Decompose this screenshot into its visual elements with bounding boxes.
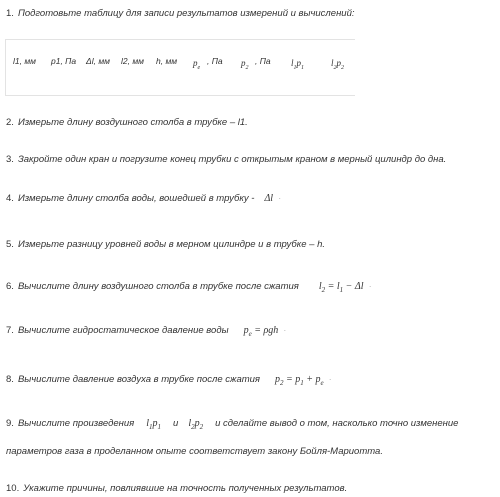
step-9: [6, 418, 458, 433]
measurements-table: [5, 39, 355, 96]
step-number: 2.: [6, 117, 14, 128]
step-number: 10.: [6, 483, 20, 494]
step-text: Вычислите произведения: [17, 418, 135, 429]
formula-l2p2: $l_2p_2$: [188, 418, 204, 431]
header-pe-unit: , Па: [207, 56, 223, 66]
step-number: 7.: [6, 325, 14, 336]
step-text: Измерьте разницу уровней воды в мерном цилиндре и в трубке – h.: [17, 239, 326, 250]
cursor-mark: ·: [278, 193, 282, 204]
step-text: Укажите причины, повлиявшие на точность полученных результатов.: [23, 483, 348, 494]
header-l1: l1, мм: [13, 56, 36, 66]
header-dl: Δl, мм: [86, 56, 110, 66]
step-number: 6.: [6, 281, 14, 292]
step-text: Вычислите гидростатическое давление воды: [17, 325, 229, 336]
header-p2-unit: , Па: [255, 56, 271, 66]
header-p2: $p_2$: [241, 58, 249, 71]
step-10: [6, 483, 347, 495]
step-3: [6, 154, 446, 166]
step-1: [6, 8, 355, 20]
formula-pe: $p_e = \rho gh$: [243, 325, 279, 338]
step-8: [6, 374, 332, 389]
step-text: параметров газа в проделанном опыте соответствует закону Бойля-Мариотта.: [6, 446, 383, 457]
step-number: 1.: [6, 8, 14, 19]
header-l2p2: $l_2p_2$: [331, 58, 345, 71]
header-h: h, мм: [156, 56, 178, 66]
formula-delta-l: Δl: [264, 193, 274, 204]
cursor-mark: ·: [368, 281, 372, 292]
formula-p2: $p_2 = p_1 + p_e$: [275, 374, 324, 387]
header-pe: $p_e$: [193, 58, 201, 71]
step-text: и сделайте вывод о том, насколько точно изменение: [215, 418, 459, 429]
step-text: Подготовьте таблицу для записи результатов измерений и вычислений:: [17, 8, 355, 19]
step-text: Вычислите длину воздушного столба в трубке после сжатия: [17, 281, 299, 292]
step-6: [6, 281, 372, 296]
cursor-mark: ·: [283, 325, 287, 336]
step-text: Измерьте длину воздушного столба в трубке – l1.: [17, 117, 248, 128]
formula-l1p1: $l_1p_1$: [146, 418, 162, 431]
step-number: 5.: [6, 239, 14, 250]
step-5: [6, 239, 325, 251]
cursor-mark: ·: [328, 374, 332, 385]
step-4: [6, 193, 281, 205]
header-l1p1: $l_1p_1$: [291, 58, 305, 71]
formula-l2: $l_2 = l_1 - \Delta l$: [318, 281, 364, 294]
step-text: Закройте один кран и погрузите конец трубки с открытым краном в мерный цилиндр до дна.: [17, 154, 447, 165]
step-number: 3.: [6, 154, 14, 165]
step-text: Измерьте длину столба воды, вошедшей в трубку -: [17, 193, 255, 204]
header-l2: l2, мм: [121, 56, 144, 66]
step-7: [6, 325, 286, 340]
step-text-and: и: [173, 418, 179, 429]
step-number: 4.: [6, 193, 14, 204]
step-number: 8.: [6, 374, 14, 385]
step-text: Вычислите давление воздуха в трубке после сжатия: [17, 374, 261, 385]
step-9-continued: [6, 446, 383, 458]
header-p1: p1, Па: [51, 56, 77, 66]
step-2: [6, 117, 248, 129]
step-number: 9.: [6, 418, 14, 429]
